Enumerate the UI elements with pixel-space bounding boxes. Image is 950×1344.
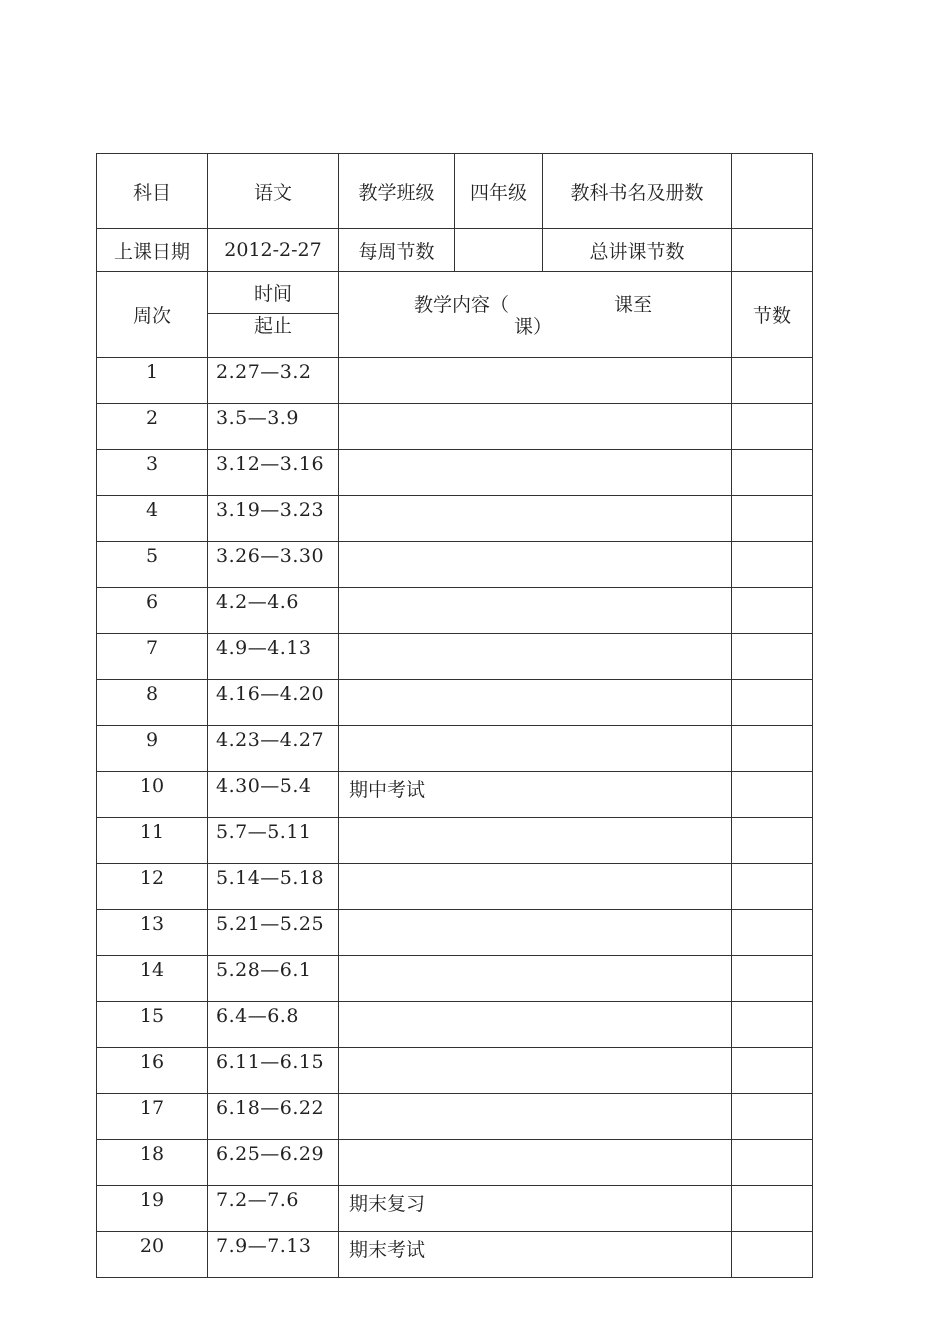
week-dates: 6.11—6.15: [208, 1048, 339, 1094]
table-row: [97, 1186, 813, 1232]
total-periods-label: 总讲课节数: [543, 229, 732, 272]
week-number: 5: [97, 542, 208, 588]
table-row: [97, 1140, 813, 1186]
week-number: 6: [97, 588, 208, 634]
week-number: 10: [97, 772, 208, 818]
week-dates: 5.14—5.18: [208, 864, 339, 910]
start-date-value: 2012-2-27: [208, 229, 339, 272]
week-content: [339, 1140, 732, 1186]
week-periods: [732, 726, 813, 772]
week-dates: 3.5—3.9: [208, 404, 339, 450]
week-periods: [732, 1048, 813, 1094]
week-number: 4: [97, 496, 208, 542]
week-periods: [732, 1094, 813, 1140]
week-dates: 5.21—5.25: [208, 910, 339, 956]
week-content: 期末考试: [339, 1232, 732, 1278]
week-content: [339, 910, 732, 956]
week-number: 15: [97, 1002, 208, 1048]
week-periods: [732, 772, 813, 818]
week-periods: [732, 358, 813, 404]
week-number: 8: [97, 680, 208, 726]
week-dates: 4.16—4.20: [208, 680, 339, 726]
time-header-top: 时间: [208, 272, 338, 314]
week-content: [339, 1048, 732, 1094]
subject-label: 科目: [97, 154, 208, 229]
week-periods: [732, 956, 813, 1002]
week-content: [339, 404, 732, 450]
week-periods: [732, 634, 813, 680]
weekly-periods-label: 每周节数: [339, 229, 455, 272]
subject-value: 语文: [208, 154, 339, 229]
content-header-part-c: 课）: [514, 316, 553, 338]
week-periods: [732, 450, 813, 496]
week-periods: [732, 588, 813, 634]
time-column-header: [208, 272, 339, 358]
week-dates: 4.9—4.13: [208, 634, 339, 680]
week-periods: [732, 1186, 813, 1232]
week-content: [339, 450, 732, 496]
week-dates: 2.27—3.2: [208, 358, 339, 404]
textbook-label: 教科书名及册数: [543, 154, 732, 229]
week-dates: 3.19—3.23: [208, 496, 339, 542]
class-value: 四年级: [455, 154, 543, 229]
week-content: [339, 1002, 732, 1048]
week-number: 3: [97, 450, 208, 496]
week-number: 14: [97, 956, 208, 1002]
week-number: 19: [97, 1186, 208, 1232]
week-dates: 7.9—7.13: [208, 1232, 339, 1278]
table-row: [97, 864, 813, 910]
table-row: [97, 542, 813, 588]
week-content: [339, 1094, 732, 1140]
week-periods: [732, 1140, 813, 1186]
start-date-label: 上课日期: [97, 229, 208, 272]
week-number: 2: [97, 404, 208, 450]
week-content: [339, 680, 732, 726]
week-content: [339, 864, 732, 910]
table-row: [97, 1094, 813, 1140]
weekly-periods-value: [455, 229, 543, 272]
week-number: 13: [97, 910, 208, 956]
content-header-part-a: 教学内容（: [414, 294, 510, 316]
week-content: [339, 634, 732, 680]
table-row: [97, 1232, 813, 1278]
week-periods: [732, 404, 813, 450]
total-periods-value: [732, 229, 813, 272]
week-content: [339, 588, 732, 634]
week-dates: 5.28—6.1: [208, 956, 339, 1002]
week-content: 期中考试: [339, 772, 732, 818]
week-column-header: 周次: [97, 272, 208, 358]
week-number: 18: [97, 1140, 208, 1186]
week-periods: [732, 818, 813, 864]
table-row: [97, 726, 813, 772]
table-row: [97, 910, 813, 956]
header-row-date: [97, 229, 813, 272]
time-header-bottom: 起止: [253, 315, 292, 337]
week-content: [339, 496, 732, 542]
week-periods: [732, 496, 813, 542]
week-number: 11: [97, 818, 208, 864]
week-periods: [732, 910, 813, 956]
week-content: [339, 542, 732, 588]
week-content: 期末复习: [339, 1186, 732, 1232]
week-dates: 6.18—6.22: [208, 1094, 339, 1140]
table-row: [97, 772, 813, 818]
week-number: 12: [97, 864, 208, 910]
table-row: [97, 1002, 813, 1048]
week-content: [339, 956, 732, 1002]
week-dates: 4.30—5.4: [208, 772, 339, 818]
week-content: [339, 818, 732, 864]
content-header-part-b: 课至: [614, 294, 653, 316]
table-row: [97, 1048, 813, 1094]
week-number: 20: [97, 1232, 208, 1278]
header-row-subject: [97, 154, 813, 229]
week-number: 9: [97, 726, 208, 772]
table-row: [97, 404, 813, 450]
week-content: [339, 358, 732, 404]
week-dates: 4.23—4.27: [208, 726, 339, 772]
content-column-header: [339, 272, 732, 358]
week-dates: 7.2—7.6: [208, 1186, 339, 1232]
week-dates: 6.25—6.29: [208, 1140, 339, 1186]
table-row: [97, 496, 813, 542]
table-row: [97, 634, 813, 680]
week-periods: [732, 1232, 813, 1278]
textbook-value: [732, 154, 813, 229]
table-row: [97, 450, 813, 496]
week-periods: [732, 864, 813, 910]
week-dates: 3.12—3.16: [208, 450, 339, 496]
week-number: 1: [97, 358, 208, 404]
week-number: 7: [97, 634, 208, 680]
week-dates: 5.7—5.11: [208, 818, 339, 864]
week-number: 17: [97, 1094, 208, 1140]
table-row: [97, 588, 813, 634]
week-number: 16: [97, 1048, 208, 1094]
week-periods: [732, 542, 813, 588]
week-periods: [732, 680, 813, 726]
teaching-plan-table: [96, 153, 813, 1278]
table-row: [97, 818, 813, 864]
week-dates: 3.26—3.30: [208, 542, 339, 588]
table-row: [97, 680, 813, 726]
week-periods: [732, 1002, 813, 1048]
week-dates: 4.2—4.6: [208, 588, 339, 634]
table-row: [97, 358, 813, 404]
column-header-row: [97, 272, 813, 358]
table-row: [97, 956, 813, 1002]
week-content: [339, 726, 732, 772]
week-dates: 6.4—6.8: [208, 1002, 339, 1048]
periods-column-header: 节数: [732, 272, 813, 358]
class-label: 教学班级: [339, 154, 455, 229]
